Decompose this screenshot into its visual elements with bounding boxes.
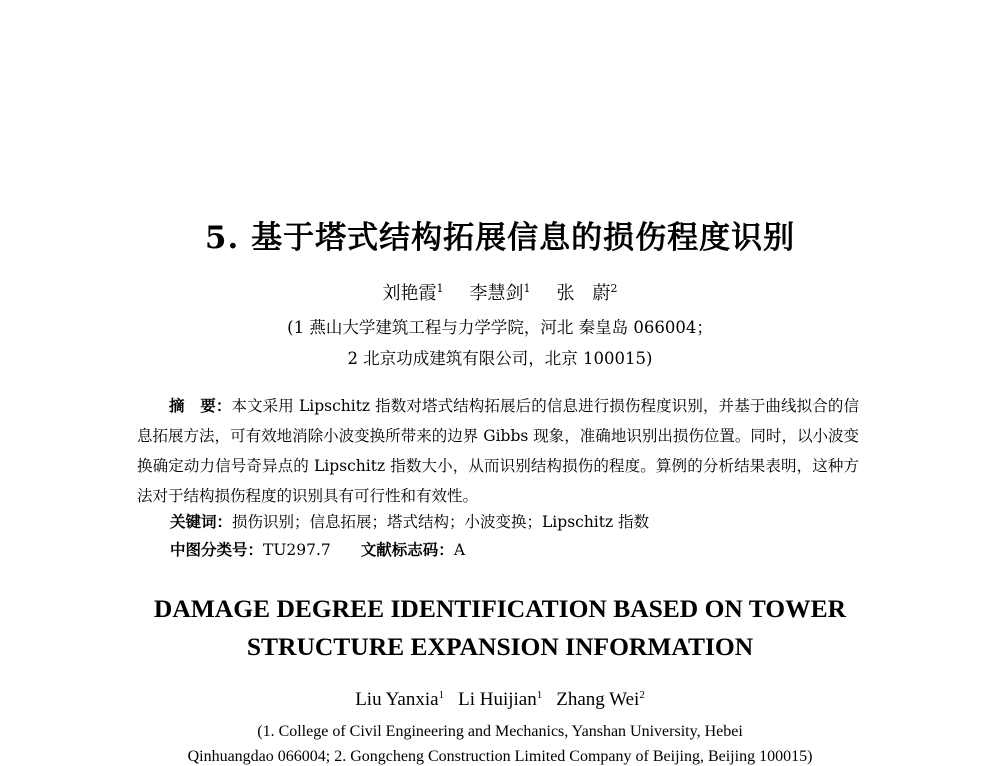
- cn-author-mark: 1: [436, 282, 444, 295]
- english-title-line: DAMAGE DEGREE IDENTIFICATION BASED ON TOWER: [153, 594, 847, 623]
- english-affiliation-line: (1. College of Civil Engineering and Mechanics, Yanshan University, Hebei: [257, 723, 743, 740]
- document-code-value: A: [453, 541, 466, 559]
- en-author-mark: 2: [639, 689, 645, 701]
- cn-author-name: 李慧剑: [469, 283, 524, 304]
- cn-author-name: 刘艳霞: [382, 283, 437, 304]
- keywords-text: 损伤识别；信息拓展；塔式结构；小波变换；Lipschitz 指数: [232, 513, 650, 531]
- en-author-name: Liu Yanxia: [355, 689, 439, 710]
- keywords-label: 关键词：: [170, 513, 233, 531]
- en-author-mark: 1: [536, 689, 543, 701]
- en-author-mark: 1: [438, 689, 445, 701]
- english-title-line: STRUCTURE EXPANSION INFORMATION: [246, 632, 754, 661]
- en-author-name: Li Huijian: [458, 689, 537, 710]
- document-code-label: 文献标志码：: [360, 541, 454, 559]
- chinese-abstract: [137, 391, 859, 511]
- cn-author-name: 张 蔚: [556, 283, 611, 304]
- chinese-title: 5. 基于塔式结构拓展信息的损伤程度识别: [204, 220, 796, 256]
- chinese-authors: [0, 279, 1000, 305]
- classification-label: 中图分类号：: [170, 541, 264, 559]
- classification-value: TU297.7: [263, 541, 331, 559]
- abstract-label: 摘 要：: [169, 397, 232, 415]
- en-author-name: Zhang Wei: [556, 689, 640, 710]
- cn-author-mark: 1: [523, 282, 531, 295]
- english-authors: [0, 689, 1000, 711]
- keywords-line: [170, 510, 649, 532]
- abstract-text: 本文采用 Lipschitz 指数对塔式结构拓展后的信息进行损伤程度识别，并基于曲线拟合的信息拓展方法，可有效地消除小波变换所带来的边界 Gibbs 现象，准确地识别出损伤位置。同时，以小波变换确定动力信号奇异点的 Lipschitz 指数大小，从而识别结构损伤的程度。算例的分析结果表明，这种方法对于结构损伤程度的识别具有可行性和有效性。: [137, 397, 859, 505]
- cn-author-mark: 2: [610, 282, 618, 295]
- english-affiliation-line: Qinhuangdao 066004; 2. Gongcheng Construction Limited Company of Beijing, Beijing 100015): [187, 748, 813, 765]
- classification-line: [170, 538, 465, 560]
- chinese-affiliation-line: 2 北京功成建筑有限公司，北京 100015): [347, 349, 653, 368]
- chinese-affiliation-line: (1 燕山大学建筑工程与力学学院，河北 秦皇岛 066004；: [287, 318, 713, 337]
